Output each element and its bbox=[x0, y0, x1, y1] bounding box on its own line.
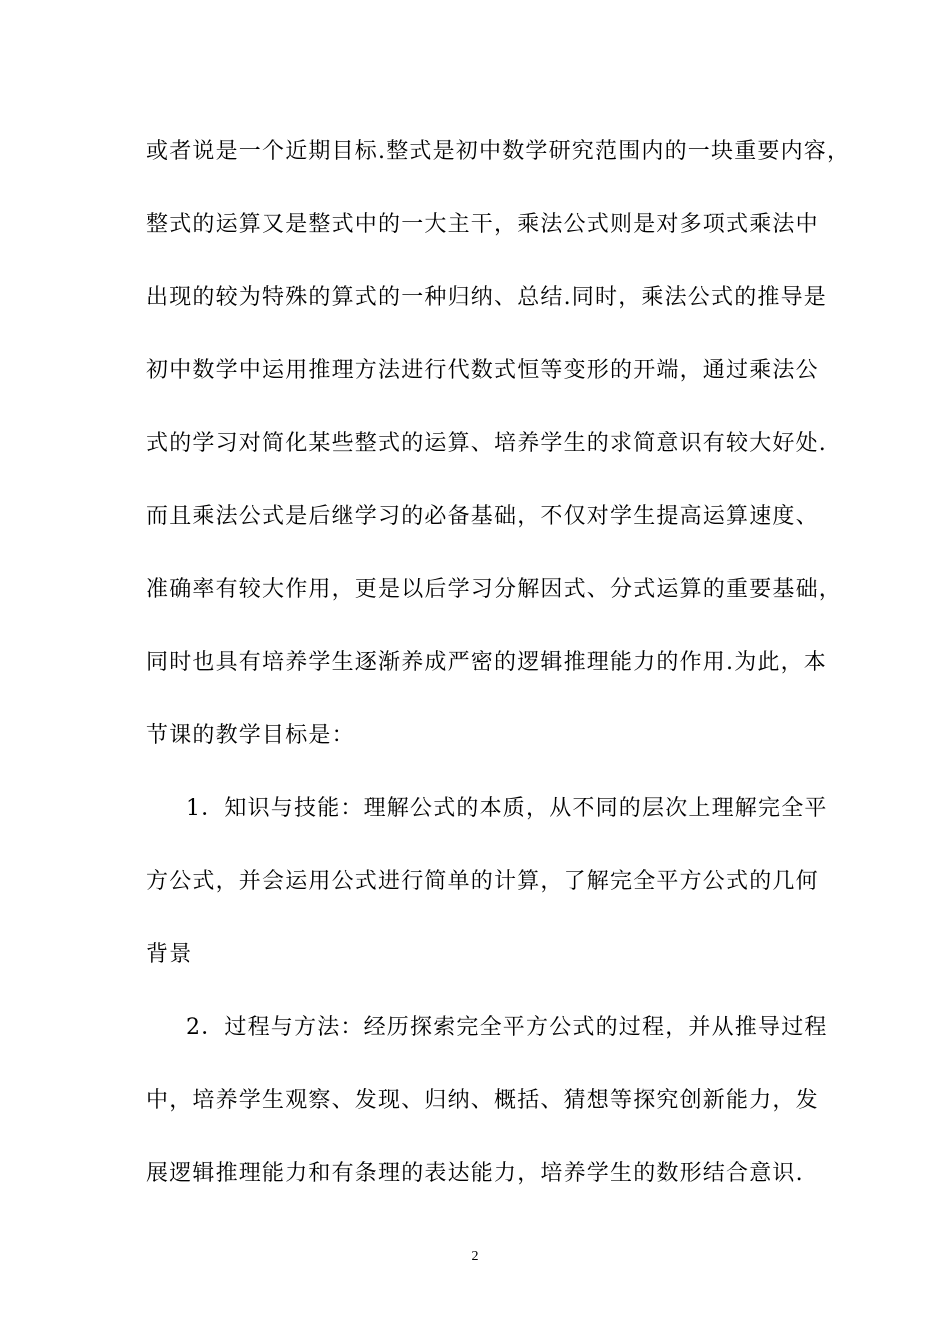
list-item-process: 2．过程与方法：经历探索完全平方公式的过程，并从推导过程 bbox=[186, 1015, 828, 1040]
list-item-knowledge: 1．知识与技能：理解公式的本质，从不同的层次上理解完全平 bbox=[186, 796, 828, 821]
text-line: 整式的运算又是整式中的一大主干，乘法公式则是对多项式乘法中 bbox=[146, 212, 819, 237]
text-line: 节课的教学目标是： bbox=[146, 723, 355, 748]
page-number: 2 bbox=[471, 1249, 479, 1264]
text-line: 准确率有较大作用，更是以后学习分解因式、分式运算的重要基础， bbox=[146, 577, 843, 602]
text-line: 方公式，并会运用公式进行简单的计算，了解完全平方公式的几何 bbox=[146, 869, 819, 894]
text-line: 中，培养学生观察、发现、归纳、概括、猜想等探究创新能力，发 bbox=[146, 1088, 819, 1113]
text-line: 同时也具有培养学生逐渐养成严密的逻辑推理能力的作用.为此，本 bbox=[146, 650, 827, 675]
text-line: 或者说是一个近期目标.整式是初中数学研究范围内的一块重要内容， bbox=[146, 139, 851, 164]
text-line: 式的学习对简化某些整式的运算、培养学生的求简意识有较大好处. bbox=[146, 431, 827, 456]
text-line: 展逻辑推理能力和有条理的表达能力，培养学生的数形结合意识. bbox=[146, 1161, 804, 1186]
text-line: 背景 bbox=[146, 942, 193, 967]
text-line: 初中数学中运用推理方法进行代数式恒等变形的开端，通过乘法公 bbox=[146, 358, 819, 383]
text-line: 出现的较为特殊的算式的一种归纳、总结.同时，乘法公式的推导是 bbox=[146, 285, 827, 310]
text-line: 而且乘法公式是后继学习的必备基础，不仅对学生提高运算速度、 bbox=[146, 504, 819, 529]
